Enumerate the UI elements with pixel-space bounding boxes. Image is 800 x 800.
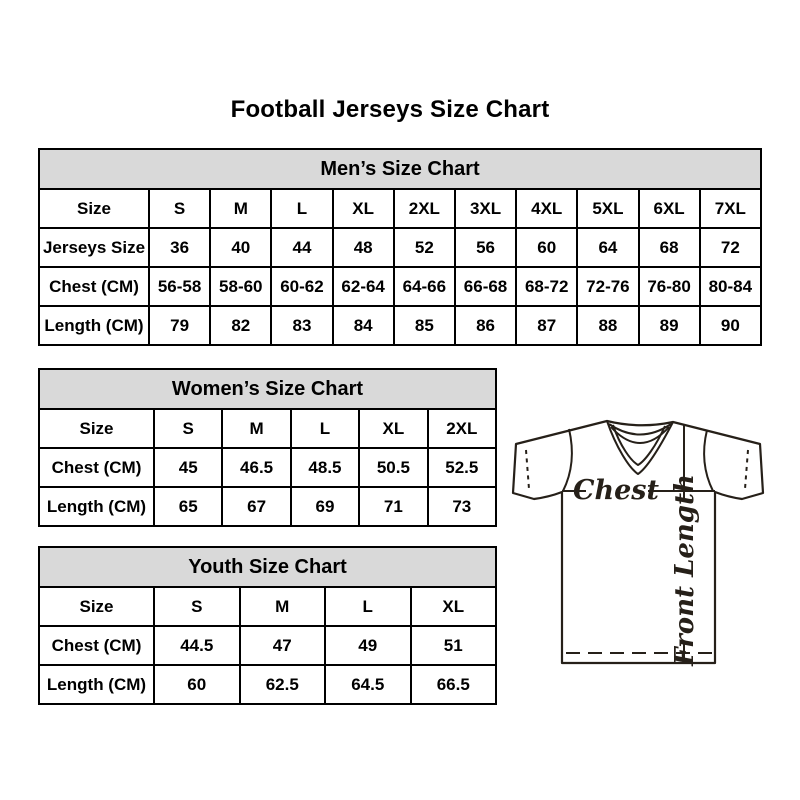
table-cell: 83: [271, 306, 332, 345]
table-cell: 66-68: [455, 267, 516, 306]
table-title: Men’s Size Chart: [39, 149, 761, 189]
table-cell: S: [154, 587, 240, 626]
table-cell: 2XL: [428, 409, 496, 448]
table-cell: 50.5: [359, 448, 427, 487]
table-cell: 87: [516, 306, 577, 345]
table-row: [39, 626, 496, 665]
chest-label: Chest: [573, 475, 659, 506]
table-title-row: [39, 369, 496, 409]
table-cell: 48.5: [291, 448, 359, 487]
womens-size-table: [38, 368, 497, 527]
table-cell: 64-66: [394, 267, 455, 306]
row-label: Length (CM): [39, 665, 154, 704]
table-cell: 88: [577, 306, 638, 345]
table-cell: M: [240, 587, 326, 626]
table-cell: 64: [577, 228, 638, 267]
table-title: Women’s Size Chart: [39, 369, 496, 409]
jersey-outline-icon: [513, 421, 763, 663]
table-cell: XL: [411, 587, 497, 626]
page-title: Football Jerseys Size Chart: [230, 96, 550, 123]
table-cell: 90: [700, 306, 761, 345]
table-row: [39, 487, 496, 526]
table-cell: 64.5: [325, 665, 411, 704]
table-cell: 68: [639, 228, 700, 267]
table-cell: 49: [325, 626, 411, 665]
table-cell: 67: [222, 487, 290, 526]
table-cell: 86: [455, 306, 516, 345]
table-cell: M: [222, 409, 290, 448]
table-cell: 56: [455, 228, 516, 267]
front-length-label: Front Length: [670, 474, 700, 666]
table-cell: 58-60: [210, 267, 271, 306]
table-cell: XL: [359, 409, 427, 448]
table-row: [39, 228, 761, 267]
table-row: [39, 448, 496, 487]
youth-size-table: [38, 546, 497, 705]
table-cell: 62-64: [333, 267, 394, 306]
table-cell: XL: [333, 189, 394, 228]
table-row: [39, 267, 761, 306]
row-label: Chest (CM): [39, 626, 154, 665]
table-title-row: [39, 547, 496, 587]
table-cell: 44: [271, 228, 332, 267]
table-cell: 80-84: [700, 267, 761, 306]
row-label: Length (CM): [39, 487, 154, 526]
row-label: Size: [39, 189, 149, 228]
table-cell: 84: [333, 306, 394, 345]
table-cell: 7XL: [700, 189, 761, 228]
table-cell: S: [154, 409, 222, 448]
table-cell: 48: [333, 228, 394, 267]
table-cell: 3XL: [455, 189, 516, 228]
row-label: Length (CM): [39, 306, 149, 345]
table-cell: 36: [149, 228, 210, 267]
table-cell: 68-72: [516, 267, 577, 306]
table-cell: 2XL: [394, 189, 455, 228]
table-cell: 72-76: [577, 267, 638, 306]
table-cell: 56-58: [149, 267, 210, 306]
table-cell: S: [149, 189, 210, 228]
table-row: [39, 409, 496, 448]
row-label: Size: [39, 409, 154, 448]
table-cell: L: [325, 587, 411, 626]
mens-size-table: [38, 148, 762, 346]
table-cell: 6XL: [639, 189, 700, 228]
table-cell: 52.5: [428, 448, 496, 487]
table-cell: 60-62: [271, 267, 332, 306]
table-cell: 5XL: [577, 189, 638, 228]
table-cell: 60: [516, 228, 577, 267]
row-label: Chest (CM): [39, 448, 154, 487]
table-cell: 62.5: [240, 665, 326, 704]
table-cell: 82: [210, 306, 271, 345]
table-cell: 85: [394, 306, 455, 345]
table-cell: 47: [240, 626, 326, 665]
table-cell: 40: [210, 228, 271, 267]
table-cell: 46.5: [222, 448, 290, 487]
table-cell: 71: [359, 487, 427, 526]
table-cell: 65: [154, 487, 222, 526]
row-label: Size: [39, 587, 154, 626]
table-row: [39, 189, 761, 228]
table-cell: M: [210, 189, 271, 228]
row-label: Jerseys Size: [39, 228, 149, 267]
table-cell: 60: [154, 665, 240, 704]
row-label: Chest (CM): [39, 267, 149, 306]
table-cell: 72: [700, 228, 761, 267]
table-row: [39, 587, 496, 626]
table-cell: L: [271, 189, 332, 228]
table-title: Youth Size Chart: [39, 547, 496, 587]
table-cell: 44.5: [154, 626, 240, 665]
table-cell: 76-80: [639, 267, 700, 306]
table-cell: 66.5: [411, 665, 497, 704]
table-title-row: [39, 149, 761, 189]
table-row: [39, 306, 761, 345]
table-cell: 52: [394, 228, 455, 267]
table-row: [39, 665, 496, 704]
table-cell: 69: [291, 487, 359, 526]
table-cell: 51: [411, 626, 497, 665]
table-cell: L: [291, 409, 359, 448]
table-cell: 4XL: [516, 189, 577, 228]
table-cell: 89: [639, 306, 700, 345]
table-cell: 79: [149, 306, 210, 345]
table-cell: 73: [428, 487, 496, 526]
table-cell: 45: [154, 448, 222, 487]
